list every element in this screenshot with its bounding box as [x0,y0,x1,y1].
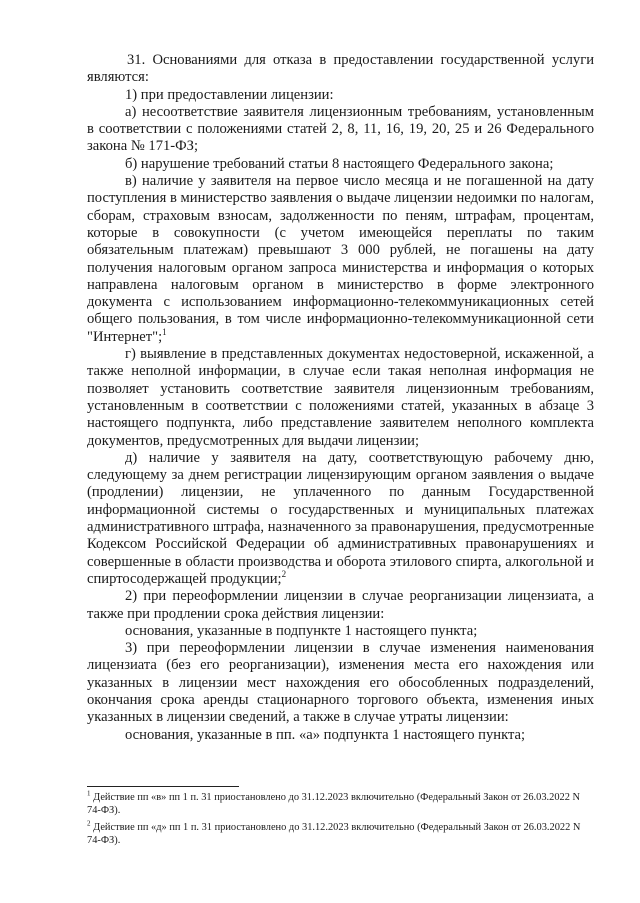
item-1a: а) несоответствие заявителя лицензионным требованиям, установленным в соответствии с положениями статей 2, 8, 11, 16, 19, 20, 25 и 26 Федерального закона № 171-ФЗ; [87,103,594,155]
footnote-text: Действие пп «в» пп 1 п. 31 приостановлено до 31.12.2023 включительно (Федеральный Закон от 26.03.2022 N 74-ФЗ). [87,792,581,816]
item-1g: г) выявление в представленных документах недостоверной, искаженной, а также неполной информации, в случае если такая неполная информация не позволяет установить соответствие заявителя лицензионным требованиям, установленным в соответствии с положениями статей, указанных в абзаце 3 настоящего подпункта, либо представление заявителем неполного комплекта документов, предусмотренных для выдачи лицензии; [87,346,594,449]
footnote-text: Действие пп «д» пп 1 п. 31 приостановлено до 31.12.2023 включительно (Федеральный Закон от 26.03.2022 N 74-ФЗ). [87,822,581,846]
item-3-text: основания, указанные в пп. «а» подпункта 1 настоящего пункта; [125,726,526,743]
footnote-ref-1: 1 [162,326,167,337]
item-1d [87,450,594,588]
item-2-text: основания, указанные в подпункте 1 настоящего пункта; [125,622,478,639]
item-3: 3) при переоформлении лицензии в случае изменения наименования лицензиата (без его реорганизации), изменения места его нахождения или указанных в лицензии мест нахождения его обособленных подразделений, окончания срока аренды стационарного торгового объекта, изменения иных указанных в лицензии сведений, а также в случае утраты лицензии: [87,640,594,726]
item-1d-text: д) наличие у заявителя на дату, соответствующую рабочему дню, следующему за днем регистрации лицензирующим органом заявления о выдаче (продлении) лицензии, не уплаченного по данным Государственной информационной системы о государственных и муниципальных платежах административного штрафа, назначенного за правонарушения, предусмотренные Кодексом Российской Федерации об административных правонарушениях и совершенные в области производства и оборота этилового спирта, алкогольной и спиртосодержащей продукции; [87,449,594,587]
document-body [87,52,594,744]
footnote-1 [87,791,594,817]
item-1b: б) нарушение требований статьи 8 настоящего Федерального закона; [125,155,554,172]
item-2: 2) при переоформлении лицензии в случае реорганизации лицензиата, а также при продлении срока действия лицензии: [87,588,594,622]
footnote-number: 2 [87,819,91,828]
item-1: 1) при предоставлении лицензии: [125,86,334,103]
footnote-ref-2: 2 [281,569,287,580]
footnote-2 [87,821,594,847]
item-1v [87,173,594,346]
footnotes [87,791,594,851]
footnote-number: 1 [87,789,91,798]
footnote-separator [87,786,239,787]
item-1v-text: в) наличие у заявителя на первое число месяца и не погашенной на дату поступления в министерство заявления о выдаче лицензии недоимки по налогам, сборам, страховым взносам, задолженности по пеням, штрафам, процентам, которые в совокупности (с учетом имеющейся переплаты по таким обязательным платежам) превышают 3 000 рублей, не погашены на дату получения налоговым органом запроса министерства и информация о которых направлена налоговым органом в министерство в форме электронного документа с использованием информационно-телекоммуникационных сетей общего пользования, в том числе информационно-телекоммуникационной сети "Интернет"; [87,173,594,345]
paragraph-31: 31. Основаниями для отказа в предоставлении государственной услуги являются: [87,52,594,86]
